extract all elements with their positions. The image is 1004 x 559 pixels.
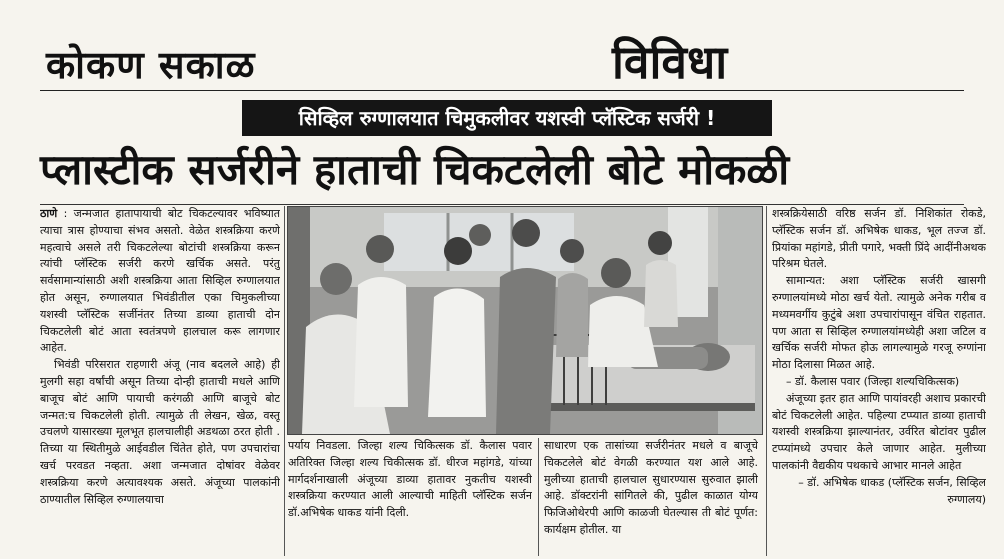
column-rule: [538, 438, 539, 556]
masthead-title: कोकण सकाळ: [46, 43, 256, 87]
body-paragraph: सामान्यत: अशा प्लॅस्टिक सर्जरी खासगी रुग्णालयांमध्ये मोठा खर्च येतो. त्यामुळे अनेक गरीब व मध्यमवर्गीय कुटुंबे अशा उपचारांपासून वंचित राहतात. पण आता स सिव्हिल रुग्णालयांमध्येही अशा जटिल व खर्चिक सर्जरी मोफत होऊ लागल्यामुळे गरजू रुग्णांना मोठा दिलासा मिळत आहे.: [772, 274, 986, 372]
article-column-3: [544, 438, 758, 556]
lead-text: : जन्मजात हातापायाची बोट चिकटल्यावर भविष्यात त्याचा त्रास होण्याचा संभव असतो. वेळेत शस्त्रक्रिया करणे महत्वाचे असले तरी चिकटलेल्या बोटांची शस्त्रक्रिया करून त्यांची प्लॅस्टिक सर्जरी करणे खर्चिक असते. परंतु सर्वसामान्यांसाठी अशी शस्त्रक्रिया आता सिव्हिल रुग्णालयात होत असून, रुग्णालयात भिवंडीतील एका चिमुकलीच्या यशस्वी प्लॅस्टिक सर्जीनंतर तिच्या डाव्या हाताची दोन चिकटलेली बोटं आता स्वतंत्रपणे हालचाल करू लागणार आहेत.: [40, 207, 280, 355]
hospital-ward-photo: [288, 207, 762, 434]
article-column-2: [288, 438, 532, 556]
article-headline: प्लास्टीक सर्जरीने हाताची चिकटलेली बोटे मोकळी: [40, 145, 790, 194]
article-kicker: सिव्हिल रुग्णालयात चिमुकलीवर यशस्वी प्लॅस्टिक सर्जरी !: [242, 100, 772, 136]
body-paragraph: साधारण एक तासांच्या सर्जरीनंतर मधले व बाजूचे चिकटलेले बोटं वेगळी करण्यात यश आले आहे. मुलीच्या हाताची हालचाल सुधारण्यास सुरुवात झाली आहे. डॉक्टरांनी सांगितले की, पुढील काळात योग्य फिजिओथेरपी आणि काळजी घेतल्यास ती बोटं पूर्णत: कार्यक्षम होतील. या: [544, 439, 758, 536]
quote-attribution: – डॉ. अभिषेक धाकड (प्लॅस्टिक सर्जन, सिव्हिल रुग्णालय): [798, 475, 986, 506]
news-photo: [287, 206, 763, 435]
body-paragraph: अंजूच्या इतर हात आणि पायांवरही अशाच प्रकारची बोटं चिकटलेली आहेत. पहिल्या टप्प्यात डाव्या हाताची यशस्वी शस्त्रक्रिया झाल्यानंतर, उर्वरित बोटांवर पुढील टप्प्यांमध्ये उपचार केले जाणार आहेत. मुलीच्या पालकांनी वैद्यकीय पथकाचे आभार मानले आहेत: [772, 391, 986, 472]
body-paragraph: पर्याय निवडला. जिल्हा शल्य चिकित्सक डॉ. कैलास पवार अतिरिक्त जिल्हा शल्य चिकीत्सक डॉ. धीरज महांगडे, यांच्या मार्गदर्शनाखाली अंजूच्या डाव्या हातावर नुकतीच यशस्वी शस्त्रक्रिया करण्यात आली आल्याची माहिती प्लॅस्टिक सर्जन डॉ.अभिषेक धाकड यांनी दिली.: [288, 439, 532, 520]
body-paragraph: शस्त्रक्रियेसाठी वरिष्ठ सर्जन डॉ. निशिकांत रोकडे, प्लॅस्टिक सर्जन डॉ. अभिषेक धाकड, भूल तज्ज डॉ. प्रियांका महांगडे, प्रीती पगारे, भक्ती प्रिंदे आदींनीअथक परिश्रम घेतले.: [772, 207, 986, 271]
section-title: विविधा: [612, 35, 728, 89]
body-paragraph: भिवंडी परिसरात राहणारी अंजू (नाव बदलले आहे) ही मुलगी सहा वर्षांची असून तिच्या दोन्ही हाताची मधले आणि बाजूच बोटं आणि पायाची करंगळी आणि बाजूचे बोट जन्मत:च चिकटलेली होती. त्यामुळे ती लेखन, खेळ, वस्तू उचलणे यासारख्या मूलभूत हालचालीही अडथळा ठरत होती . तिच्या या स्थितीमुळे आईवडील चिंतेत होते, पण उपचारांचा खर्च परवडत नव्हता. अशा जन्मजात दोषांवर वेळेवर शस्त्रक्रिया करणे अत्यावश्यक असते. अंजूच्या पालकांनी ठाण्यातील सिव्हिल रुग्णालयाचा: [40, 358, 280, 506]
dateline: ठाणे: [40, 207, 58, 220]
lead-paragraph: [40, 206, 280, 357]
article-column-1: [40, 206, 280, 556]
quote-attribution: – डॉ. कैलास पवार (जिल्हा शल्यचिकित्सक): [786, 374, 960, 388]
headline-divider: [40, 204, 964, 205]
column-rule: [766, 206, 767, 556]
column-rule: [284, 206, 285, 556]
masthead-divider: [40, 90, 964, 91]
article-column-4: [772, 206, 986, 556]
